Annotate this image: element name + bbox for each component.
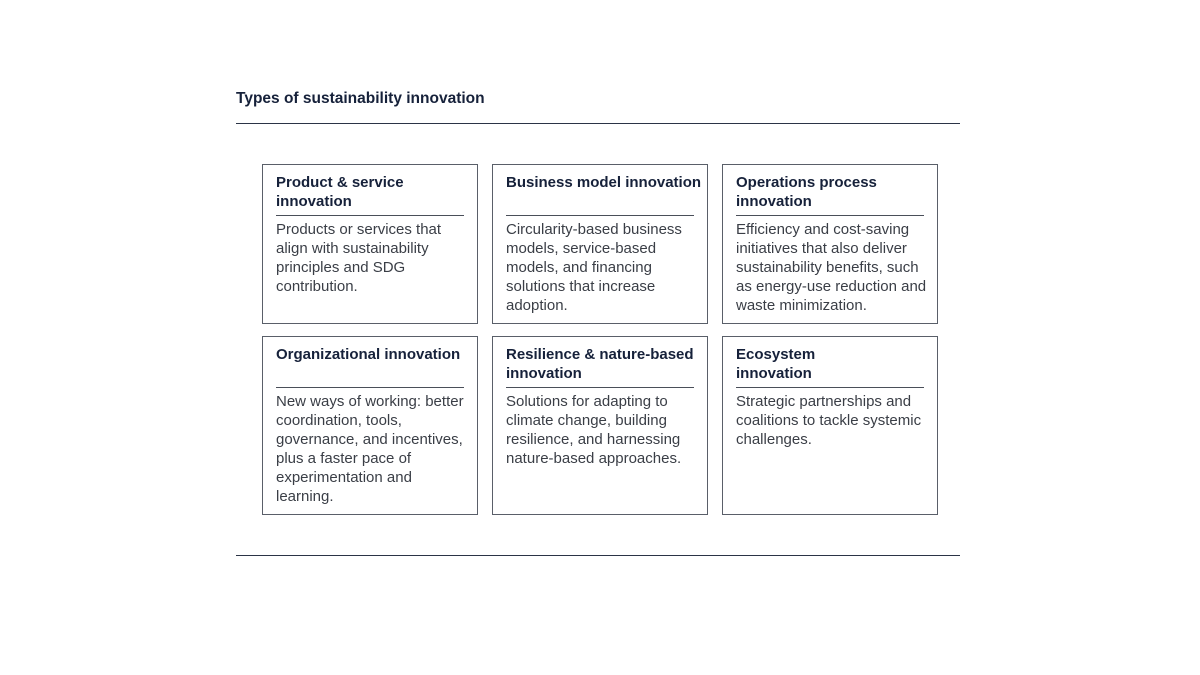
card-description: Products or services that align with sustainability principles and SDG contribution.	[276, 221, 442, 295]
card-ecosystem	[722, 336, 938, 515]
card-divider	[736, 215, 924, 216]
card-divider	[276, 215, 464, 216]
card-operations-process	[722, 164, 938, 324]
card-description: Strategic partnerships and coalitions to tackle systemic challenges.	[736, 393, 922, 448]
top-rule	[236, 123, 960, 124]
card-title: Product & service innovation	[276, 174, 404, 210]
card-business-model	[492, 164, 708, 324]
card-product-service	[262, 164, 478, 324]
card-title: Business model innovation	[506, 174, 702, 191]
figure-title: Types of sustainability innovation	[236, 90, 485, 107]
card-description: Efficiency and cost-saving initiatives that also deliver sustainability benefits, such as energy-use reduction and waste minimization.	[736, 221, 927, 314]
card-organizational	[262, 336, 478, 515]
card-divider	[276, 387, 464, 388]
card-description: New ways of working: better coordination, tools, governance, and incentives, plus a faster pace of experimentation and learning.	[276, 393, 464, 505]
bottom-rule	[236, 555, 960, 556]
card-title: Organizational innovation	[276, 346, 461, 363]
card-divider	[506, 387, 694, 388]
card-title: Ecosystem innovation	[736, 346, 816, 382]
card-divider	[736, 387, 924, 388]
card-description: Solutions for adapting to climate change, building resilience, and harnessing nature-based approaches.	[506, 393, 682, 467]
card-divider	[506, 215, 694, 216]
card-resilience-nature	[492, 336, 708, 515]
card-title: Resilience & nature-based innovation	[506, 346, 694, 382]
card-description: Circularity-based business models, service-based models, and financing solutions that increase adoption.	[506, 221, 682, 314]
card-title: Operations process innovation	[736, 174, 877, 210]
